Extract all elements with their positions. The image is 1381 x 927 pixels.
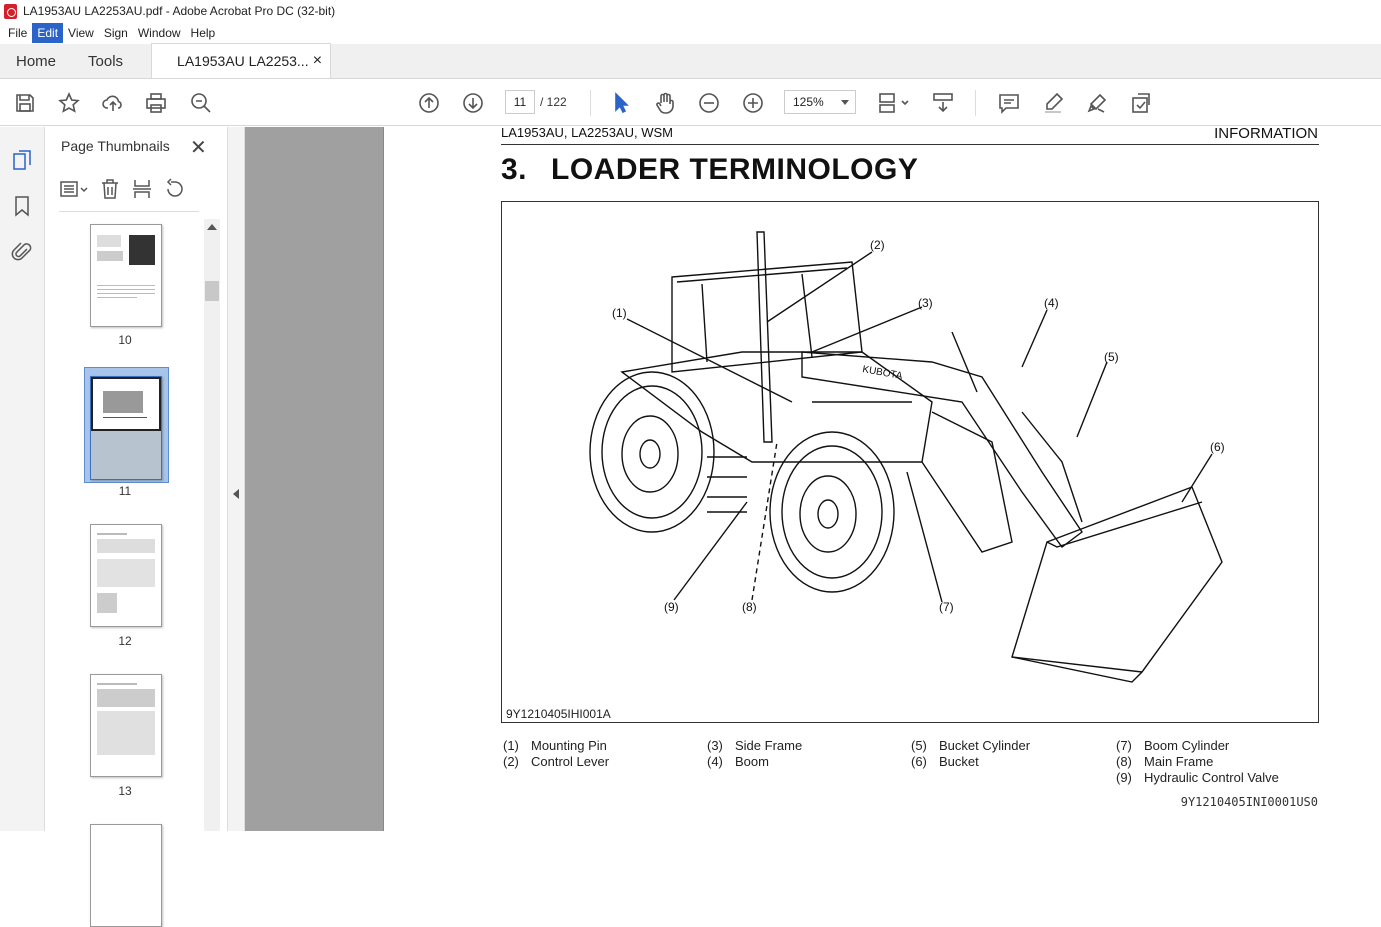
page-thumbnail-number: 13 xyxy=(118,784,132,798)
callout-3: (3) xyxy=(918,296,933,310)
legend-number: (2) xyxy=(503,754,519,769)
legend-number: (8) xyxy=(1116,754,1132,769)
export-stamp-icon[interactable] xyxy=(1129,91,1153,115)
menu-file[interactable]: File xyxy=(8,26,28,40)
insert-page-icon[interactable] xyxy=(131,178,153,203)
menu-bar xyxy=(0,22,1381,44)
legend-label: Control Lever xyxy=(531,754,610,769)
menu-view[interactable]: View xyxy=(68,26,94,40)
menu-window[interactable]: Window xyxy=(137,26,181,40)
scroll-up-icon[interactable] xyxy=(207,224,217,230)
legend-column xyxy=(1116,738,1279,786)
page-thumbnail[interactable] xyxy=(90,224,162,327)
legend-column xyxy=(503,738,609,770)
collapse-panel-icon[interactable] xyxy=(233,489,239,499)
thumbnail-toolbar xyxy=(59,177,185,203)
legend-number: (4) xyxy=(707,754,723,769)
legend-column xyxy=(707,738,802,770)
page-thumbnail-number: 12 xyxy=(118,634,132,648)
callout-5: (5) xyxy=(1104,350,1119,364)
thumbnail-options-icon[interactable] xyxy=(59,178,89,203)
callout-4: (4) xyxy=(1044,296,1059,310)
legend-label: Hydraulic Control Valve xyxy=(1144,770,1279,785)
menu-help[interactable]: Help xyxy=(190,26,216,40)
thumbnails-panel xyxy=(45,127,228,831)
comment-icon[interactable] xyxy=(997,91,1021,115)
hand-tool-icon[interactable] xyxy=(653,91,677,115)
save-icon[interactable] xyxy=(13,91,37,115)
legend-column xyxy=(911,738,1030,770)
page-thumbnail-selected[interactable] xyxy=(90,376,162,480)
legend-number: (9) xyxy=(1116,770,1132,785)
callout-9: (9) xyxy=(664,600,679,614)
callout-2: (2) xyxy=(870,238,885,252)
attachment-icon[interactable] xyxy=(11,241,35,265)
sign-pen-icon[interactable] xyxy=(1085,91,1109,115)
legend-number: (3) xyxy=(707,738,723,753)
page-thumbnail-number: 10 xyxy=(118,333,132,347)
page-thumbnail-number: 11 xyxy=(118,484,132,498)
figure-code: 9Y1210405IHI001A xyxy=(506,707,611,721)
section-title: LOADER TERMINOLOGY xyxy=(551,153,919,186)
zoom-out-icon[interactable] xyxy=(697,91,721,115)
section-number: 3. xyxy=(501,153,528,186)
panel-close-icon[interactable]: ✕ xyxy=(190,137,207,159)
legend-label: Side Frame xyxy=(735,738,803,753)
panel-divider xyxy=(59,211,199,212)
title-bar xyxy=(0,0,1381,22)
toolbar-divider xyxy=(975,90,976,116)
page-thumbnail[interactable] xyxy=(90,824,162,927)
toolbar-divider xyxy=(590,90,591,116)
page-header-left: LA1953AU, LA2253AU, WSM xyxy=(501,125,673,140)
tab-document-label: LA1953AU LA2253... xyxy=(177,53,309,69)
legend-number: (1) xyxy=(503,738,519,753)
kubota-brand-label: KUBOTA xyxy=(861,364,904,382)
thumbnail-scrollbar[interactable] xyxy=(204,219,220,831)
bookmark-icon[interactable] xyxy=(11,195,35,219)
legend-label: Bucket Cylinder xyxy=(939,738,1031,753)
page-thumbnail[interactable] xyxy=(90,674,162,777)
legend-label: Bucket xyxy=(939,754,979,769)
highlight-pen-icon[interactable] xyxy=(1041,91,1065,115)
navigation-rail xyxy=(0,127,45,831)
bookmark-star-icon[interactable] xyxy=(57,91,81,115)
panel-title: Page Thumbnails xyxy=(61,138,170,154)
select-cursor-icon[interactable] xyxy=(609,91,633,115)
chevron-down-icon xyxy=(841,100,849,105)
legend-label: Mounting Pin xyxy=(531,738,607,753)
page-total: / 122 xyxy=(540,95,567,109)
callout-7: (7) xyxy=(939,600,954,614)
page-display-icon[interactable] xyxy=(876,91,912,115)
loader-figure xyxy=(501,201,1319,723)
document-page xyxy=(383,127,1381,831)
legend-label: Main Frame xyxy=(1144,754,1214,769)
window-title: LA1953AU LA2253AU.pdf - Adobe Acrobat Pro DC (32-bit) xyxy=(23,4,336,18)
tab-close-icon[interactable]: × xyxy=(312,52,323,69)
menu-edit[interactable]: Edit xyxy=(32,23,63,43)
legend-label: Boom xyxy=(735,754,769,769)
legend-number: (7) xyxy=(1116,738,1132,753)
zoom-in-icon[interactable] xyxy=(741,91,765,115)
main-toolbar xyxy=(0,80,1381,126)
rotate-page-icon[interactable] xyxy=(163,178,185,203)
page-number-input[interactable]: 11 xyxy=(505,90,535,114)
menu-sign[interactable]: Sign xyxy=(103,26,128,40)
callout-8: (8) xyxy=(742,600,757,614)
upload-cloud-icon[interactable] xyxy=(101,91,125,115)
callout-1: (1) xyxy=(612,306,627,320)
zoom-level-value: 125% xyxy=(793,95,824,109)
footer-code: 9Y1210405INI0001US0 xyxy=(1180,795,1318,809)
tractor-loader-illustration xyxy=(502,202,1320,724)
scroll-mode-icon[interactable] xyxy=(931,91,955,115)
next-page-icon[interactable] xyxy=(461,91,485,115)
prev-page-icon[interactable] xyxy=(417,91,441,115)
tab-tools[interactable]: Tools xyxy=(88,52,124,70)
zoom-level-select[interactable] xyxy=(784,90,856,114)
document-background xyxy=(245,127,383,831)
callout-6: (6) xyxy=(1210,440,1225,454)
page-header-right: INFORMATION xyxy=(1214,125,1318,142)
legend-label: Boom Cylinder xyxy=(1144,738,1230,753)
page-thumbnail[interactable] xyxy=(90,524,162,627)
scrollbar-thumb[interactable] xyxy=(205,281,219,301)
legend-number: (6) xyxy=(911,754,927,769)
tab-home[interactable]: Home xyxy=(16,52,57,70)
panel-splitter[interactable] xyxy=(228,127,245,831)
header-rule xyxy=(501,144,1319,145)
zoom-search-icon[interactable] xyxy=(189,91,213,115)
tab-bar xyxy=(0,44,1381,79)
section-heading xyxy=(501,153,918,187)
legend-number: (5) xyxy=(911,738,927,753)
pages-panel-icon[interactable] xyxy=(11,149,35,173)
delete-page-icon[interactable] xyxy=(99,178,121,203)
tab-document[interactable] xyxy=(151,43,331,78)
acrobat-logo-icon xyxy=(4,4,17,19)
print-icon[interactable] xyxy=(144,91,168,115)
